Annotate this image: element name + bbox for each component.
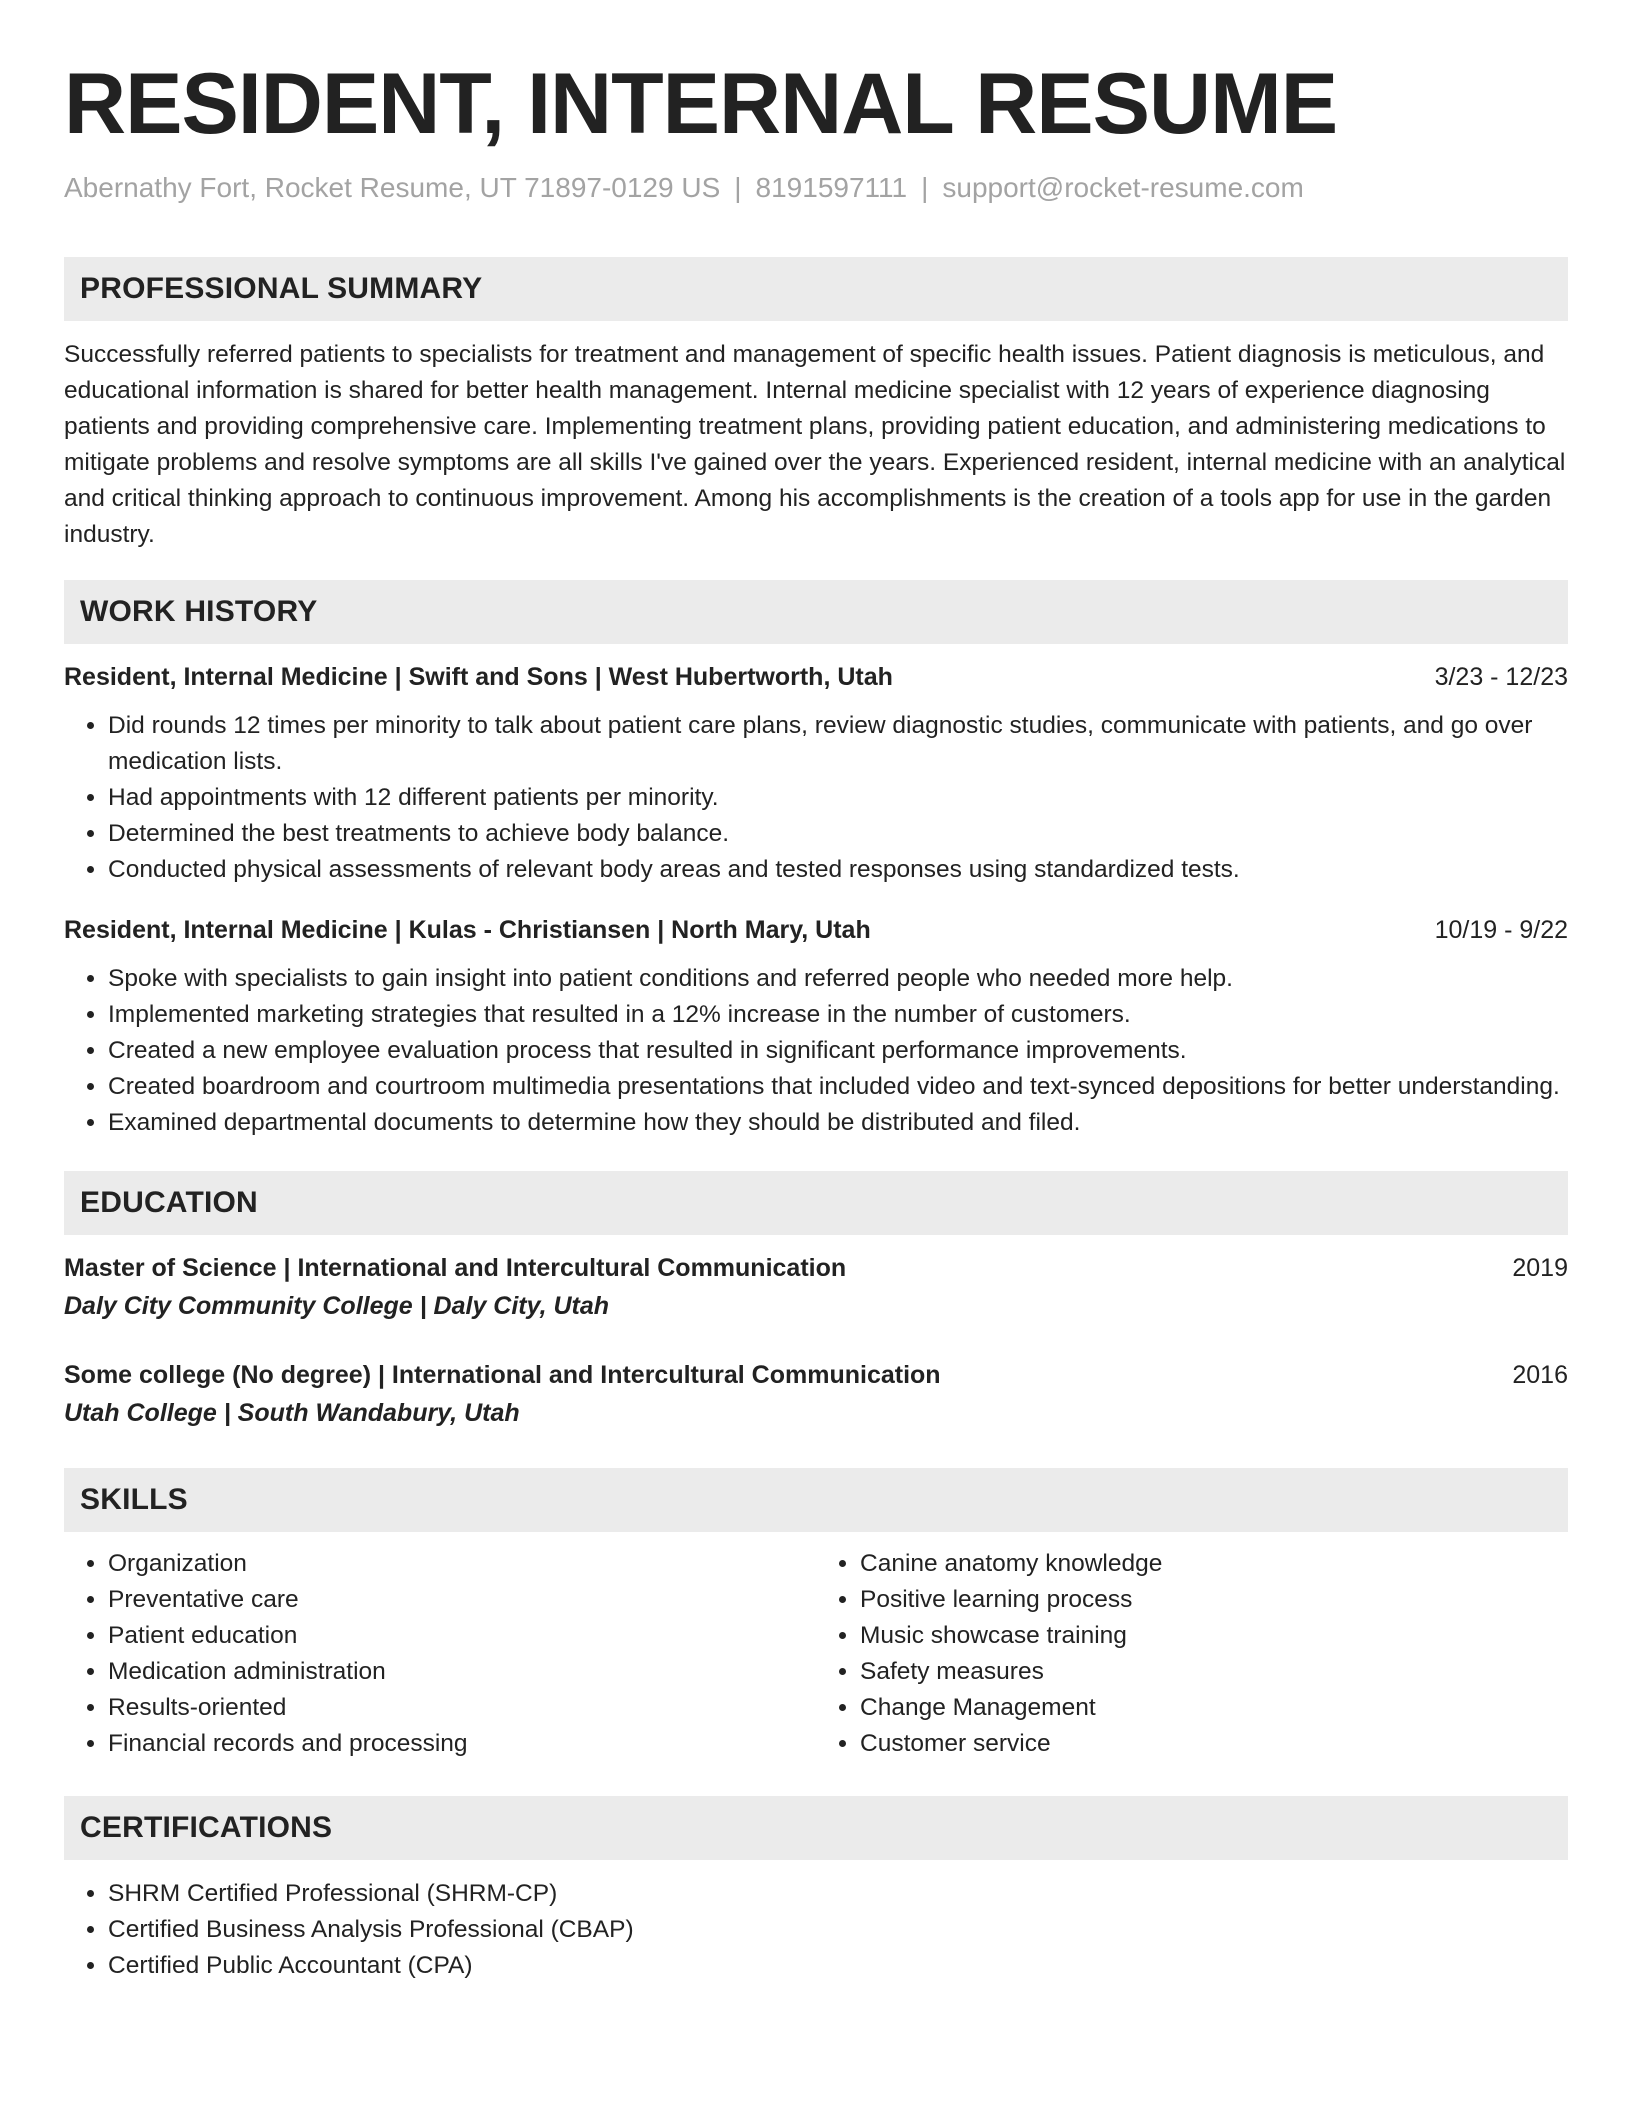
job-entry bbox=[64, 660, 1568, 888]
summary-text: Successfully referred patients to specialists for treatment and management of specific health issues. Patient diagnosis is meticulous, and educational information is shared for better health management. Internal medicine specialist with 12 years of experience diagnosing patients and providing comprehensive care. Implementing treatment plans, providing patient education, and administering medications to mitigate problems and resolve symptoms are all skills I've gained over the years. Experienced resident, internal medicine with an analytical and critical thinking approach to continuous improvement. Among his accomplishments is the creation of a tools app for use in the garden industry. bbox=[64, 341, 1566, 548]
list-item: • Created boardroom and courtroom multimedia presentations that included video and text-synced depositions for better understanding. bbox=[108, 1069, 1568, 1105]
section-heading-work-history: WORK HISTORY bbox=[64, 580, 1568, 644]
job-header bbox=[64, 913, 1568, 947]
job-entry bbox=[64, 913, 1568, 1141]
education-degree: Some college (No degree) | International and Intercultural Communication bbox=[64, 1361, 941, 1389]
education-year: 2016 bbox=[1512, 1361, 1568, 1389]
skill-item: • Safety measures bbox=[860, 1654, 1568, 1690]
job-title: Resident, Internal Medicine | Kulas - Christiansen | North Mary, Utah bbox=[64, 916, 871, 944]
education-school: Utah College | South Wandabury, Utah bbox=[64, 1399, 520, 1427]
list-item: • Determined the best treatments to achieve body balance. bbox=[108, 816, 1568, 852]
list-item: • Spoke with specialists to gain insight into patient conditions and referred people who needed more help. bbox=[108, 961, 1568, 997]
skill-item: • Medication administration bbox=[108, 1654, 816, 1690]
certification-item: • SHRM Certified Professional (SHRM-CP) bbox=[108, 1876, 1568, 1912]
skills-column-left bbox=[64, 1546, 816, 1762]
skill-item: • Customer service bbox=[860, 1726, 1568, 1762]
job-bullets bbox=[64, 708, 1568, 888]
contact-separator: | bbox=[734, 172, 742, 203]
resume-title: RESIDENT, INTERNAL RESUME bbox=[64, 56, 1338, 152]
education-header bbox=[64, 1358, 1568, 1392]
list-item: • Implemented marketing strategies that resulted in a 12% increase in the number of customers. bbox=[108, 997, 1568, 1033]
contact-separator: | bbox=[921, 172, 929, 203]
job-bullets bbox=[64, 961, 1568, 1141]
education-header bbox=[64, 1251, 1568, 1285]
skill-item: • Canine anatomy knowledge bbox=[860, 1546, 1568, 1582]
skill-item: • Music showcase training bbox=[860, 1618, 1568, 1654]
education-entry bbox=[64, 1358, 1568, 1431]
section-heading-summary: PROFESSIONAL SUMMARY bbox=[64, 257, 1568, 321]
skills-column-right bbox=[816, 1546, 1568, 1762]
skill-item: • Patient education bbox=[108, 1618, 816, 1654]
list-item: • Had appointments with 12 different patients per minority. bbox=[108, 780, 1568, 816]
job-dates: 3/23 - 12/23 bbox=[1434, 663, 1568, 691]
education-degree: Master of Science | International and Intercultural Communication bbox=[64, 1254, 847, 1282]
job-header bbox=[64, 660, 1568, 694]
skill-item: • Financial records and processing bbox=[108, 1726, 816, 1762]
section-heading-skills: SKILLS bbox=[64, 1468, 1568, 1532]
skill-item: • Positive learning process bbox=[860, 1582, 1568, 1618]
section-heading-education: EDUCATION bbox=[64, 1171, 1568, 1235]
contact-address: Abernathy Fort, Rocket Resume, UT 71897-0129 US bbox=[64, 172, 721, 203]
certifications-list bbox=[64, 1876, 1568, 1984]
certification-item: • Certified Public Accountant (CPA) bbox=[108, 1948, 1568, 1984]
section-heading-certifications: CERTIFICATIONS bbox=[64, 1796, 1568, 1860]
list-item: • Did rounds 12 times per minority to talk about patient care plans, review diagnostic studies, communicate with patients, and go over medication lists. bbox=[108, 708, 1568, 780]
contact-email: support@rocket-resume.com bbox=[942, 172, 1304, 203]
contact-phone: 8191597111 bbox=[755, 172, 908, 203]
list-item: • Conducted physical assessments of relevant body areas and tested responses using standardized tests. bbox=[108, 852, 1568, 888]
list-item: • Examined departmental documents to determine how they should be distributed and filed. bbox=[108, 1105, 1568, 1141]
list-item: • Created a new employee evaluation process that resulted in significant performance improvements. bbox=[108, 1033, 1568, 1069]
education-school: Daly City Community College | Daly City, Utah bbox=[64, 1292, 610, 1320]
skill-item: • Organization bbox=[108, 1546, 816, 1582]
skill-item: • Change Management bbox=[860, 1690, 1568, 1726]
education-year: 2019 bbox=[1512, 1254, 1568, 1282]
certification-item: • Certified Business Analysis Professional (CBAP) bbox=[108, 1912, 1568, 1948]
skill-item: • Results-oriented bbox=[108, 1690, 816, 1726]
job-dates: 10/19 - 9/22 bbox=[1434, 916, 1568, 944]
skills-grid bbox=[64, 1546, 1568, 1762]
contact-line bbox=[64, 170, 1568, 206]
education-entry bbox=[64, 1251, 1568, 1324]
skill-item: • Preventative care bbox=[108, 1582, 816, 1618]
job-title: Resident, Internal Medicine | Swift and Sons | West Hubertworth, Utah bbox=[64, 663, 893, 691]
